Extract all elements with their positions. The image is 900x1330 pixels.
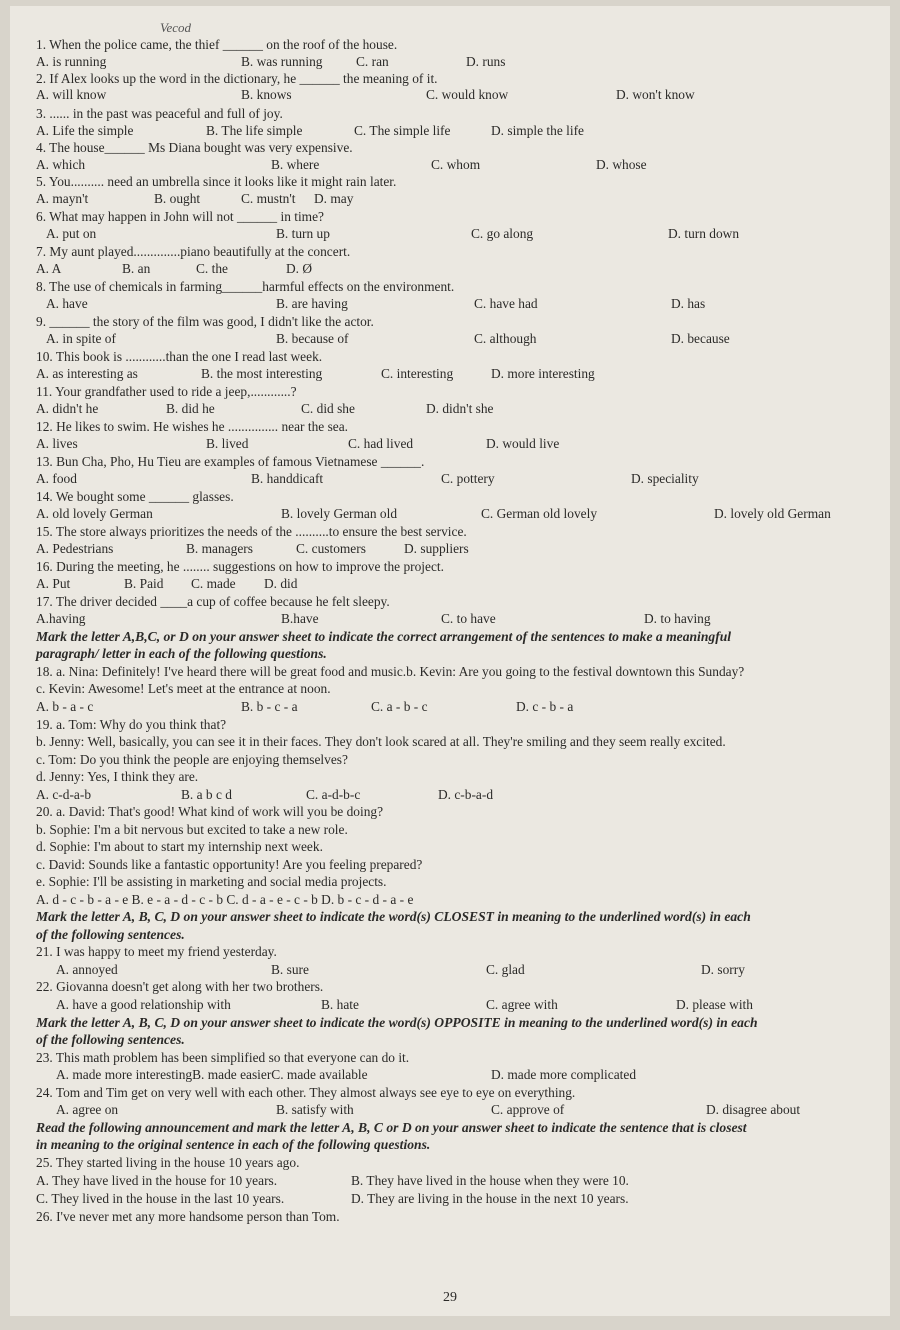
option-text: B. The life simple <box>206 123 303 138</box>
option-text: A. in spite of <box>46 331 116 346</box>
option-text: B. a b c d <box>181 787 232 802</box>
line-text: 2. If Alex looks up the word in the dictionary, he ______ the meaning of it. <box>36 71 438 86</box>
option-text: C. German old lovely <box>481 506 598 521</box>
option-text: A. annoyed <box>56 962 118 977</box>
option-text: D. simple the life <box>491 123 584 138</box>
option-text: D. didn't she <box>426 401 494 416</box>
line-text: e. Sophie: I'll be assisting in marketing and social media projects. <box>36 874 387 889</box>
option-text: A. made more interestingB. made easierC. made available <box>56 1067 368 1082</box>
line-text: 9. ______ the story of the film was good, I didn't like the actor. <box>36 314 374 329</box>
option-text: B. was running <box>241 54 323 69</box>
line-text: 19. a. Tom: Why do you think that? <box>36 717 227 732</box>
line-text: in meaning to the original sentence in each of the following questions. <box>36 1137 431 1152</box>
option-text: D. may <box>314 191 354 206</box>
line-text: b. Sophie: I'm a bit nervous but excited to take a new role. <box>36 822 348 837</box>
option-text: B. are having <box>276 296 348 311</box>
line-text: b. Jenny: Well, basically, you can see it in their faces. They don't look scared at all. They're smiling and they seem really excited. <box>36 734 726 749</box>
option-text: C. to have <box>441 611 496 626</box>
line-text: d. Sophie: I'm about to start my internship next week. <box>36 839 323 854</box>
line-text: Mark the letter A, B, C, D on your answer sheet to indicate the word(s) OPPOSITE in meaning to the underlined word(s) in each <box>36 1015 758 1030</box>
option-text: B. managers <box>186 541 253 556</box>
option-text: D. speciality <box>631 471 699 486</box>
line-text: 3. ...... in the past was peaceful and full of joy. <box>36 106 283 121</box>
option-text: C. would know <box>426 87 509 102</box>
line-text: Mark the letter A,B,C, or D on your answer sheet to indicate the correct arrangement of the sentences to make a meaningful <box>36 629 732 644</box>
option-text: D. did <box>264 576 298 591</box>
option-text: A. agree on <box>56 1102 119 1117</box>
option-text: A. put on <box>46 226 97 241</box>
option-text: B. They have lived in the house when they were 10. <box>351 1173 629 1188</box>
option-text: C. have had <box>474 296 538 311</box>
option-text: D. whose <box>596 157 647 172</box>
option-text: A. They have lived in the house for 10 years. <box>36 1173 278 1188</box>
option-text: B. hate <box>321 997 359 1012</box>
line-text: 20. a. David: That's good! What kind of work will you be doing? <box>36 804 384 819</box>
option-text: C. whom <box>431 157 481 172</box>
option-text: D. c - b - a <box>516 699 574 714</box>
option-text: B. an <box>122 261 151 276</box>
option-text: D. more interesting <box>491 366 595 381</box>
option-text: D. to having <box>644 611 711 626</box>
option-text: B. the most interesting <box>201 366 323 381</box>
option-text: B. Paid <box>124 576 164 591</box>
option-text: C. The simple life <box>354 123 451 138</box>
option-text: B. sure <box>271 962 309 977</box>
line-text: 8. The use of chemicals in farming______harmful effects on the environment. <box>36 279 455 294</box>
handwritten-note: Vecod <box>160 20 192 35</box>
line-text: d. Jenny: Yes, I think they are. <box>36 769 199 784</box>
option-text: A. c-d-a-b <box>36 787 92 802</box>
line-text: 26. I've never met any more handsome person than Tom. <box>36 1209 340 1224</box>
option-text: C. glad <box>486 962 525 977</box>
option-text: C. a-d-b-c <box>306 787 361 802</box>
option-text: D. has <box>671 296 706 311</box>
option-text: B. lived <box>206 436 249 451</box>
option-text: C. did she <box>301 401 355 416</box>
line-text: 6. What may happen in John will not ______ in time? <box>36 209 324 224</box>
option-text: B. b - c - a <box>241 699 298 714</box>
option-text: C. They lived in the house in the last 10 years. <box>36 1191 285 1206</box>
line-text: of the following sentences. <box>36 927 185 942</box>
line-text: 24. Tom and Tim get on very well with each other. They almost always see eye to eye on everything. <box>36 1085 576 1100</box>
option-text: C. mustn't <box>241 191 296 206</box>
option-text: A. have a good relationship with <box>56 997 231 1012</box>
option-text: D. suppliers <box>404 541 469 556</box>
option-text: C. the <box>196 261 228 276</box>
option-text: A. as interesting as <box>36 366 138 381</box>
option-text: D. because <box>671 331 730 346</box>
option-text: B. satisfy with <box>276 1102 354 1117</box>
line-text: c. Kevin: Awesome! Let's meet at the entrance at noon. <box>36 681 331 696</box>
page-number: 29 <box>443 1290 457 1305</box>
line-text: paragraph/ letter in each of the following questions. <box>36 646 327 661</box>
option-text: A. Put <box>36 576 71 591</box>
line-text: 15. The store always prioritizes the needs of the ..........to ensure the best service. <box>36 524 467 539</box>
option-text: C. made <box>191 576 236 591</box>
line-text: 14. We bought some ______ glasses. <box>36 489 234 504</box>
option-text: D. made more complicated <box>491 1067 637 1082</box>
option-text: C. go along <box>471 226 534 241</box>
option-text: A. lives <box>36 436 78 451</box>
option-text: C. approve of <box>491 1102 565 1117</box>
option-text: A. Pedestrians <box>36 541 114 556</box>
line-text: 13. Bun Cha, Pho, Hu Tieu are examples of famous Vietnamese ______. <box>36 454 425 469</box>
line-text: c. David: Sounds like a fantastic opportunity! Are you feeling prepared? <box>36 857 423 872</box>
option-text: C. a - b - c <box>371 699 428 714</box>
option-text: A. A <box>36 261 62 276</box>
option-text: D. lovely old German <box>714 506 831 521</box>
line-text: 25. They started living in the house 10 years ago. <box>36 1155 300 1170</box>
line-text: Read the following announcement and mark the letter A, B, C or D on your answer sheet to indicate the sentence that is closest <box>36 1120 747 1135</box>
option-text: A. have <box>46 296 88 311</box>
option-text: B. where <box>271 157 320 172</box>
option-text: D. disagree about <box>706 1102 801 1117</box>
option-text: C. ran <box>356 54 389 69</box>
option-text: B. turn up <box>276 226 330 241</box>
option-text: B. ought <box>154 191 201 206</box>
option-text: A. b - a - c <box>36 699 94 714</box>
option-text: D. would live <box>486 436 560 451</box>
option-text: A. didn't he <box>36 401 99 416</box>
option-text: D. Ø <box>286 261 313 276</box>
option-text: D. sorry <box>701 962 745 977</box>
line-text: A. d - c - b - a - e B. e - a - d - c - b C. d - a - e - c - b D. b - c - d - a - e <box>36 892 414 907</box>
line-text: 7. My aunt played..............piano beautifully at the concert. <box>36 244 351 259</box>
line-text: 22. Giovanna doesn't get along with her two brothers. <box>36 979 324 994</box>
line-text: 17. The driver decided ____a cup of coffee because he felt sleepy. <box>36 594 390 609</box>
line-text: 11. Your grandfather used to ride a jeep,............? <box>36 384 297 399</box>
line-text: 21. I was happy to meet my friend yesterday. <box>36 944 277 959</box>
option-text: D. runs <box>466 54 506 69</box>
option-text: C. customers <box>296 541 366 556</box>
option-text: C. although <box>474 331 537 346</box>
option-text: B. lovely German old <box>281 506 398 521</box>
option-text: A. will know <box>36 87 107 102</box>
option-text: D. c-b-a-d <box>438 787 494 802</box>
option-text: A.having <box>36 611 86 626</box>
option-text: B. did he <box>166 401 215 416</box>
option-text: D. They are living in the house in the next 10 years. <box>351 1191 629 1206</box>
line-text: 5. You.......... need an umbrella since it looks like it might rain later. <box>36 174 397 189</box>
line-text: 10. This book is ............than the one I read last week. <box>36 349 323 364</box>
option-text: D. please with <box>676 997 753 1012</box>
option-text: B. knows <box>241 87 292 102</box>
option-text: A. is running <box>36 54 107 69</box>
option-text: A. food <box>36 471 77 486</box>
option-text: B.have <box>281 611 319 626</box>
line-text: of the following sentences. <box>36 1032 185 1047</box>
option-text: A. Life the simple <box>36 123 134 138</box>
worksheet-page <box>10 6 890 1316</box>
option-text: B. because of <box>276 331 349 346</box>
line-text: 16. During the meeting, he ........ suggestions on how to improve the project. <box>36 559 444 574</box>
line-text: 23. This math problem has been simplified so that everyone can do it. <box>36 1050 410 1065</box>
option-text: C. had lived <box>348 436 414 451</box>
line-text: c. Tom: Do you think the people are enjoying themselves? <box>36 752 348 767</box>
option-text: D. won't know <box>616 87 695 102</box>
line-text: 4. The house______ Ms Diana bought was very expensive. <box>36 140 353 155</box>
line-text: Mark the letter A, B, C, D on your answer sheet to indicate the word(s) CLOSEST in meaning to the underlined word(s) in each <box>36 909 751 924</box>
option-text: C. agree with <box>486 997 558 1012</box>
line-text: 12. He likes to swim. He wishes he ............... near the sea. <box>36 419 349 434</box>
option-text: A. mayn't <box>36 191 89 206</box>
option-text: B. handdicaft <box>251 471 324 486</box>
line-text: 18. a. Nina: Definitely! I've heard there will be great food and music.b. Kevin: Are you going to the festival downtown this Sunday? <box>36 664 745 679</box>
option-text: C. interesting <box>381 366 454 381</box>
option-text: A. which <box>36 157 86 172</box>
option-text: D. turn down <box>668 226 740 241</box>
line-text: 1. When the police came, the thief ______ on the roof of the house. <box>36 37 398 52</box>
option-text: A. old lovely German <box>36 506 153 521</box>
option-text: C. pottery <box>441 471 495 486</box>
